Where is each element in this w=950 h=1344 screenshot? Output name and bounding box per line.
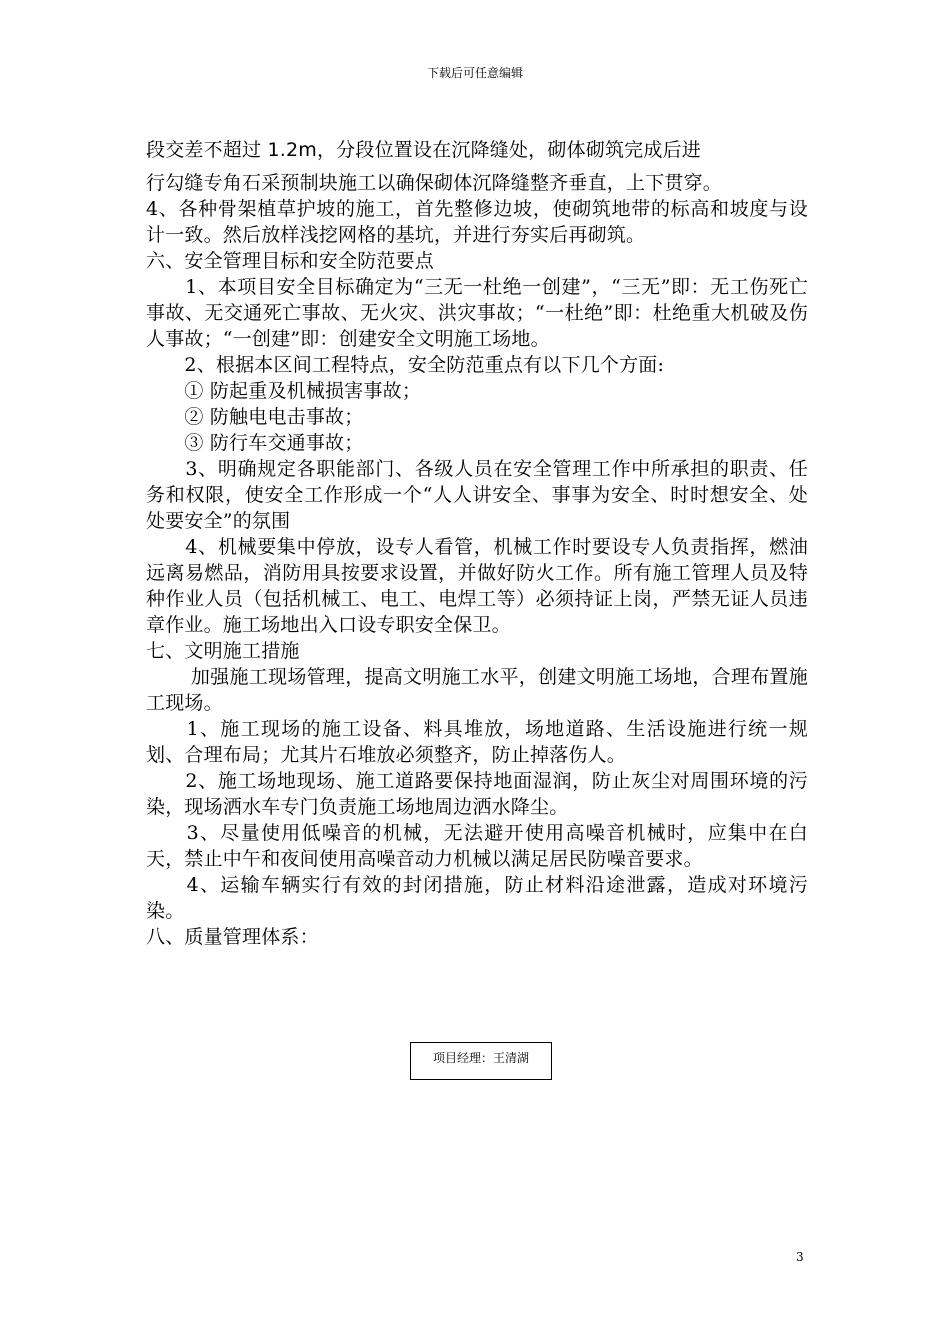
- paragraph-1: [146, 134, 808, 166]
- org-chart-manager-label: 项目经理：王清湖: [432, 1051, 529, 1065]
- paragraph-3: 4、各种骨架植草护坡的施工，首先整修边坡，使砌筑地带的标高和坡度与设计一致。然后放样浅挖网格的基坑，并进行夯实后再砌筑。: [146, 198, 808, 246]
- paragraph-1-end: ，分段位置设在沉降缝处，砌体砌筑完成后进: [316, 139, 701, 161]
- paragraph-machinery: 4、机械要集中停放，设专人看管，机械工作时要设专人负责指挥，燃油远离易燃品，消防用具按要求设置，并做好防火工作。所有施工管理人员及特种作业人员（包括机械工、电工、电焊工等）必须持证上岗，严禁无证人员违章作业。施工场地出入口设专职安全保卫。: [146, 536, 808, 636]
- paragraph-civilized-2: 2、施工场地现场、施工道路要保持地面湿润，防止灰尘对周围环境的污染，现场洒水车专门负责施工场地周边洒水降尘。: [146, 770, 808, 818]
- paragraph-1-measure: 1.2m: [267, 139, 317, 161]
- section-heading-8: 八、质量管理体系：: [146, 926, 319, 948]
- page-number: 3: [796, 1250, 804, 1264]
- paragraph-responsibility: 3、明确规定各职能部门、各级人员在安全管理工作中所承担的职责、任务和权限，使安全工作形成一个“人人讲安全、事事为安全、时时想安全、处处要安全”的氛围: [146, 458, 808, 532]
- paragraph-1-start: 段交差不超过: [146, 139, 268, 161]
- paragraph-safety-focus: 2、根据本区间工程特点，安全防范重点有以下几个方面:: [146, 354, 665, 376]
- section-heading-7: 七、文明施工措施: [146, 640, 300, 662]
- document-body: [146, 134, 808, 950]
- org-chart-manager-box: [410, 1042, 552, 1080]
- paragraph-civilized-3: 3、尽量使用低噪音的机械，无法避开使用高噪音机械时，应集中在白天，禁止中午和夜间使用高噪音动力机械以满足居民防噪音要求。: [146, 822, 808, 870]
- list-item-2: ② 防触电电击事故；: [146, 406, 364, 428]
- header-note: 下载后可任意编辑: [426, 66, 523, 80]
- paragraph-civilized-intro: 加强施工现场管理，提高文明施工水平，创建文明施工场地，合理布置施工现场。: [146, 666, 808, 714]
- paragraph-civilized-1: 1、施工现场的施工设备、料具堆放，场地道路、生活设施进行统一规划、合理布局；尤其片石堆放必须整齐，防止掉落伤人。: [146, 718, 808, 766]
- paragraph-safety-goal: 1、本项目安全目标确定为“三无一杜绝一创建”，“三无”即：无工伤死亡事故、无交通死亡事故、无火灾、洪灾事故；“一杜绝”即：杜绝重大机破及伤人事故；“一创建”即：创建安全文明施工场地。: [146, 276, 808, 350]
- paragraph-civilized-4: 4、运输车辆实行有效的封闭措施，防止材料沿途泄露，造成对环境污染。: [146, 874, 808, 922]
- paragraph-2: 行勾缝专角石采预制块施工以确保砌体沉降缝整齐垂直，上下贯穿。: [146, 172, 723, 194]
- section-heading-6: 六、安全管理目标和安全防范要点: [146, 250, 435, 272]
- list-item-1: ① 防起重及机械损害事故；: [146, 380, 422, 402]
- list-item-3: ③ 防行车交通事故；: [146, 432, 364, 454]
